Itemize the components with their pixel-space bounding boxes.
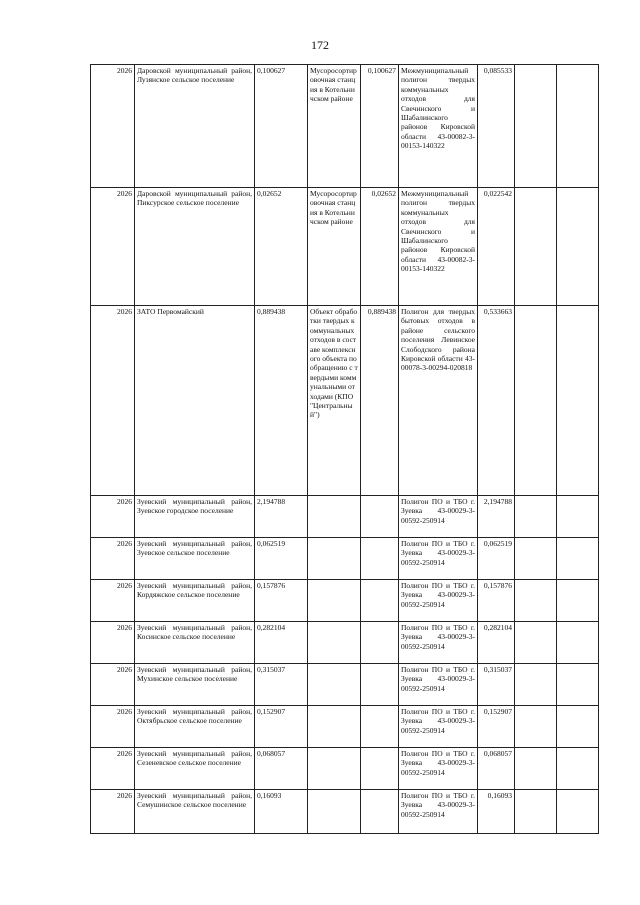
destination-cell: Межмуниципальный полигон твердых коммунальных отходов для Свечинского и Шабалинского районов Кировской области 43-00082-3-00153-140322	[399, 65, 478, 188]
year-cell: 2026	[91, 706, 135, 748]
amount-cell: 0,068057	[255, 748, 308, 790]
destination-cell: Полигон ПО и ТБО г. Зуевка 43-00029-3-00592-250914	[399, 538, 478, 580]
municipality-cell: Зуевский муниципальный район, Сезеневское сельское поселение	[135, 748, 255, 790]
processed-amount-cell	[361, 496, 399, 538]
disposed-amount-cell: 0,085533	[478, 65, 515, 188]
destination-cell: Полигон ПО и ТБО г. Зуевка 43-00029-3-00592-250914	[399, 580, 478, 622]
amount-cell: 2,194788	[255, 496, 308, 538]
processed-amount-cell	[361, 790, 399, 834]
processing-object-cell	[308, 664, 361, 706]
processing-object-cell	[308, 790, 361, 834]
table-row	[91, 538, 599, 580]
processing-object-cell	[308, 622, 361, 664]
year-cell: 2026	[91, 580, 135, 622]
empty-cell	[557, 538, 599, 580]
processed-amount-cell	[361, 706, 399, 748]
empty-cell	[515, 622, 557, 664]
municipality-cell: Даровской муниципальный район, Лузянское сельское поселение	[135, 65, 255, 188]
year-cell: 2026	[91, 306, 135, 496]
processing-object-cell	[308, 706, 361, 748]
municipality-cell: Зуевский муниципальный район, Мухинское сельское поселение	[135, 664, 255, 706]
table-row	[91, 664, 599, 706]
disposed-amount-cell: 0,068057	[478, 748, 515, 790]
amount-cell: 0,02652	[255, 188, 308, 306]
table-row	[91, 306, 599, 496]
municipality-cell: Даровской муниципальный район, Пиксурское сельское поселение	[135, 188, 255, 306]
destination-cell: Полигон ПО и ТБО г. Зуевка 43-00029-3-00592-250914	[399, 664, 478, 706]
table-row	[91, 790, 599, 834]
processing-object-cell	[308, 748, 361, 790]
page-number: 172	[311, 38, 329, 52]
empty-cell	[557, 65, 599, 188]
processed-amount-cell	[361, 538, 399, 580]
amount-cell: 0,282104	[255, 622, 308, 664]
year-cell: 2026	[91, 790, 135, 834]
empty-cell	[515, 664, 557, 706]
destination-cell: Полигон для твердых бытовых отходов в районе сельского поселения Левинское Слободского района Кировской области 43-00078-3-00294-020818	[399, 306, 478, 496]
year-cell: 2026	[91, 188, 135, 306]
table-row	[91, 496, 599, 538]
empty-cell	[557, 664, 599, 706]
disposed-amount-cell: 0,282104	[478, 622, 515, 664]
amount-cell: 0,157876	[255, 580, 308, 622]
destination-cell: Полигон ПО и ТБО г. Зуевка 43-00029-3-00592-250914	[399, 790, 478, 834]
empty-cell	[557, 790, 599, 834]
empty-cell	[557, 580, 599, 622]
amount-cell: 0,16093	[255, 790, 308, 834]
empty-cell	[515, 790, 557, 834]
year-cell: 2026	[91, 538, 135, 580]
empty-cell	[557, 748, 599, 790]
disposed-amount-cell: 0,157876	[478, 580, 515, 622]
processed-amount-cell: 0,100627	[361, 65, 399, 188]
processed-amount-cell	[361, 580, 399, 622]
table-row	[91, 65, 599, 188]
year-cell: 2026	[91, 496, 135, 538]
destination-cell: Полигон ПО и ТБО г. Зуевка 43-00029-3-00592-250914	[399, 706, 478, 748]
municipality-cell: Зуевский муниципальный район, Зуевское сельское поселение	[135, 538, 255, 580]
empty-cell	[515, 496, 557, 538]
empty-cell	[515, 580, 557, 622]
empty-cell	[557, 622, 599, 664]
processed-amount-cell	[361, 748, 399, 790]
disposed-amount-cell: 0,022542	[478, 188, 515, 306]
processed-amount-cell	[361, 664, 399, 706]
processing-object-cell	[308, 496, 361, 538]
empty-cell	[515, 706, 557, 748]
disposed-amount-cell: 0,315037	[478, 664, 515, 706]
processed-amount-cell: 0,02652	[361, 188, 399, 306]
amount-cell: 0,100627	[255, 65, 308, 188]
empty-cell	[557, 706, 599, 748]
table-row	[91, 706, 599, 748]
processing-object-cell	[308, 580, 361, 622]
municipality-cell: Зуевский муниципальный район, Зуевское городское поселение	[135, 496, 255, 538]
year-cell: 2026	[91, 622, 135, 664]
table-body	[91, 65, 599, 834]
processing-object-cell: Объект обработки твердых коммунальных отходов в составе комплексного объекта по обращению с твердыми коммунальными отходами (КПО "Центральный")	[308, 306, 361, 496]
processing-object-cell	[308, 538, 361, 580]
amount-cell: 0,315037	[255, 664, 308, 706]
empty-cell	[515, 748, 557, 790]
table-row	[91, 622, 599, 664]
empty-cell	[515, 65, 557, 188]
empty-cell	[557, 306, 599, 496]
empty-cell	[557, 188, 599, 306]
empty-cell	[515, 306, 557, 496]
amount-cell: 0,889438	[255, 306, 308, 496]
year-cell: 2026	[91, 664, 135, 706]
municipality-cell: Зуевский муниципальный район, Октябрьское сельское поселение	[135, 706, 255, 748]
destination-cell: Полигон ПО и ТБО г. Зуевка 43-00029-3-00592-250914	[399, 748, 478, 790]
disposed-amount-cell: 0,062519	[478, 538, 515, 580]
disposed-amount-cell: 0,533663	[478, 306, 515, 496]
table-row	[91, 748, 599, 790]
destination-cell: Полигон ПО и ТБО г. Зуевка 43-00029-3-00592-250914	[399, 622, 478, 664]
table-row	[91, 188, 599, 306]
municipality-cell: Зуевский муниципальный район, Семушинское сельское поселение	[135, 790, 255, 834]
municipality-cell: Зуевский муниципальный район, Косинское сельское поселение	[135, 622, 255, 664]
empty-cell	[515, 188, 557, 306]
disposed-amount-cell: 2,194788	[478, 496, 515, 538]
processing-object-cell: Мусоросортировочная станция в Котельничском районе	[308, 65, 361, 188]
processed-amount-cell: 0,889438	[361, 306, 399, 496]
empty-cell	[557, 496, 599, 538]
year-cell: 2026	[91, 748, 135, 790]
disposed-amount-cell: 0,16093	[478, 790, 515, 834]
empty-cell	[515, 538, 557, 580]
year-cell: 2026	[91, 65, 135, 188]
amount-cell: 0,152907	[255, 706, 308, 748]
processing-object-cell: Мусоросортировочная станция в Котельничском районе	[308, 188, 361, 306]
amount-cell: 0,062519	[255, 538, 308, 580]
municipality-cell: ЗАТО Первомайский	[135, 306, 255, 496]
disposed-amount-cell: 0,152907	[478, 706, 515, 748]
municipality-cell: Зуевский муниципальный район, Кордяжское сельское поселение	[135, 580, 255, 622]
destination-cell: Межмуниципальный полигон твердых коммунальных отходов для Свечинского и Шабалинского районов Кировской области 43-00082-3-00153-140322	[399, 188, 478, 306]
waste-flow-table	[90, 64, 599, 834]
processed-amount-cell	[361, 622, 399, 664]
table-row	[91, 580, 599, 622]
destination-cell: Полигон ПО и ТБО г. Зуевка 43-00029-3-00592-250914	[399, 496, 478, 538]
